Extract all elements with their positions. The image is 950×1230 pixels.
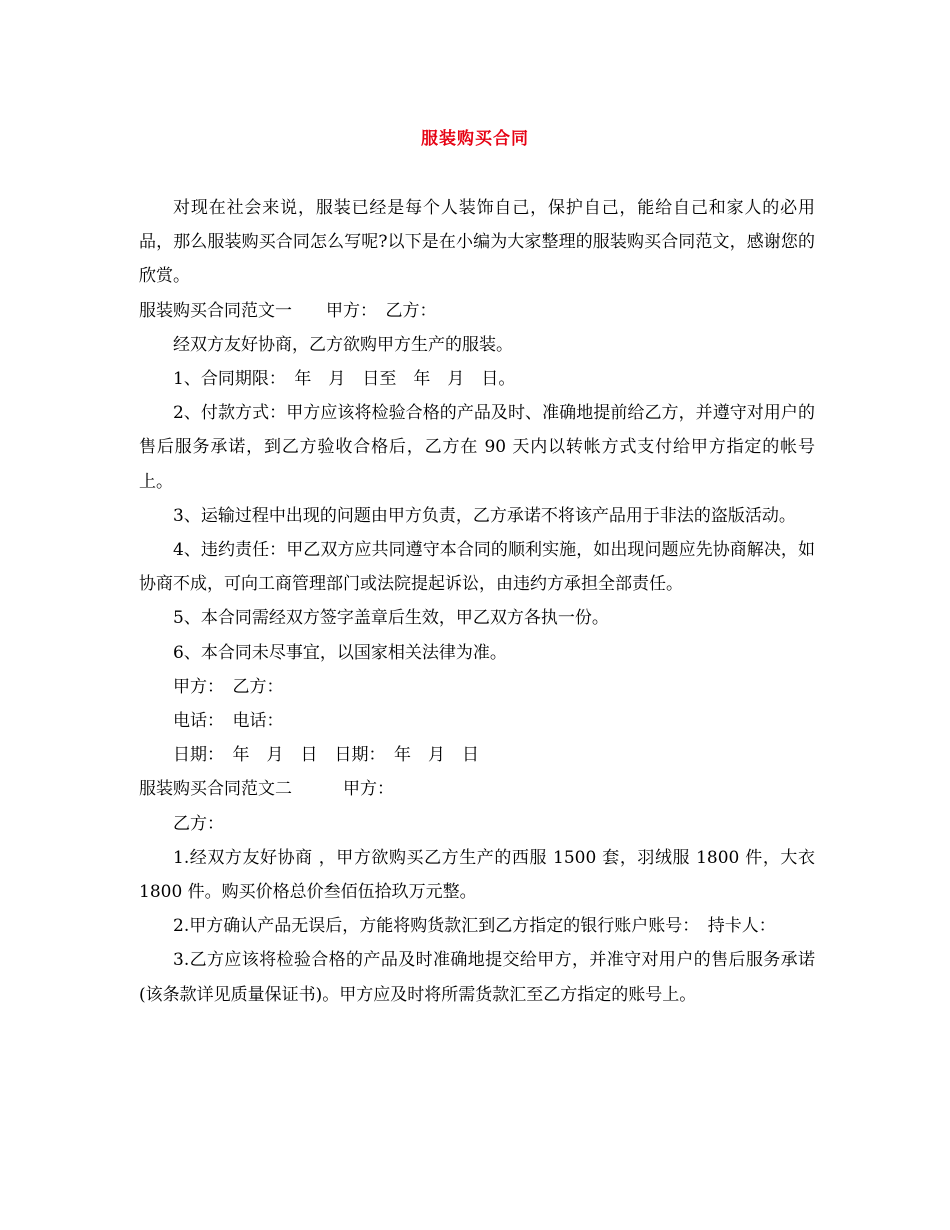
paragraph: 6、本合同未尽事宜，以国家相关法律为准。 <box>173 642 507 663</box>
paragraph: 经双方友好协商，乙方欲购甲方生产的服装。 <box>173 334 513 355</box>
paragraph: 5、本合同需经双方签字盖章后生效，甲乙双方各执一份。 <box>173 608 609 629</box>
paragraph: 乙方： <box>173 813 224 834</box>
paragraph: 1.经双方友好协商 ，甲方欲购买乙方生产的西服 1500 套，羽绒服 1800 件，大衣 1800 件。购买价格总价叁佰伍拾玖万元整。 <box>139 847 821 903</box>
paragraph: 服装购买合同范文二 甲方： <box>139 779 394 800</box>
paragraph: 对现在社会来说，服装已经是每个人装饰自己，保护自己，能给自己和家人的必用品，那么服装购买合同怎么写呢?以下是在小编为大家整理的服装购买合同范文，感谢您的欣赏。 <box>139 198 815 287</box>
paragraph: 甲方： 乙方： <box>173 676 284 697</box>
paragraph: 2.甲方确认产品无误后，方能将购货款汇到乙方指定的银行账户账号： 持卡人： <box>173 916 776 937</box>
paragraph: 电话： 电话： <box>173 711 284 732</box>
document-title: 服装购买合同 <box>421 129 529 149</box>
paragraph: 服装购买合同范文一 甲方： 乙方： <box>139 300 437 321</box>
paragraph: 4、违约责任：甲乙双方应共同遵守本合同的顺利实施，如出现问题应先协商解决，如协商不成，可向工商管理部门或法院提起诉讼，由违约方承担全部责任。 <box>139 540 815 595</box>
paragraph: 3.乙方应该将检验合格的产品及时准确地提交给甲方，并准守对用户的售后服务承诺(该条款详见质量保证书)。甲方应及时将所需货款汇至乙方指定的账号上。 <box>139 950 815 1005</box>
paragraph: 2、付款方式：甲方应该将检验合格的产品及时、准确地提前给乙方，并遵守对用户的售后服务承诺，到乙方验收合格后，乙方在 90 天内以转帐方式支付给甲方指定的帐号上。 <box>139 403 815 492</box>
paragraph: 日期： 年 月 日 日期： 年 月 日 <box>173 745 479 766</box>
paragraph: 3、运输过程中出现的问题由甲方负责，乙方承诺不将该产品用于非法的盗版活动。 <box>173 505 796 526</box>
paragraph: 1、合同期限： 年 月 日至 年 月 日。 <box>173 369 516 390</box>
document-body <box>139 191 821 1012</box>
